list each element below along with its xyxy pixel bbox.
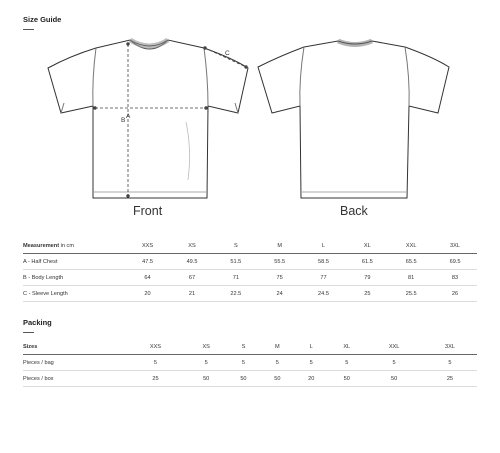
cell: 24.5 — [318, 290, 329, 297]
cell: 50 — [240, 375, 247, 382]
cell: 83 — [451, 274, 459, 281]
cell: 50 — [274, 375, 281, 382]
cell: 25 — [364, 290, 371, 297]
size-header: XXL — [405, 242, 417, 249]
measurement-table — [23, 238, 477, 302]
cell: 50 — [203, 375, 210, 382]
size-header: XS — [188, 242, 196, 249]
packing-title: Packing — [23, 318, 52, 327]
packing-header-row — [23, 339, 477, 355]
cell: 22.5 — [230, 290, 242, 297]
size-header: XS — [202, 343, 210, 350]
dim-label-c: C — [225, 50, 230, 57]
size-guide-title: Size Guide — [23, 15, 62, 24]
cell: 81 — [408, 274, 415, 281]
size-header: XXL — [388, 343, 400, 350]
cell: 75 — [276, 274, 283, 281]
size-header: S — [241, 343, 246, 350]
size-header: L — [309, 343, 313, 350]
dim-label-a: A — [126, 113, 131, 120]
row-label: C - Sleeve Length — [23, 290, 68, 297]
cell: 5 — [448, 359, 452, 366]
cell: 20 — [144, 290, 151, 297]
row-label: Pieces / box — [23, 375, 54, 382]
size-header: XXS — [141, 242, 154, 249]
size-header: M — [274, 343, 280, 350]
cell: 47.5 — [142, 258, 153, 265]
cell: 49.5 — [186, 258, 198, 265]
table-row — [23, 355, 477, 371]
cell: 50 — [390, 375, 398, 382]
back-tshirt — [258, 41, 449, 198]
cell: 5 — [241, 359, 245, 366]
front-tshirt — [48, 40, 248, 198]
packing-underline — [23, 332, 34, 333]
dim-label-b: B — [121, 117, 126, 124]
cell: 64 — [144, 274, 151, 281]
cell: 58.5 — [318, 258, 329, 265]
cell: 25 — [446, 375, 454, 382]
size-header: 3XL — [444, 343, 455, 350]
cell: 77 — [320, 274, 327, 281]
table-row — [23, 270, 477, 286]
cell: 79 — [364, 274, 371, 281]
cell: 55.5 — [274, 258, 286, 265]
front-label: Front — [133, 204, 163, 218]
cell: 51.5 — [230, 258, 242, 265]
cell: 71 — [232, 274, 239, 281]
table-row — [23, 286, 477, 302]
table-row — [23, 371, 477, 387]
row-label: A - Half Chest — [23, 258, 58, 265]
size-header: XL — [343, 343, 351, 350]
row-label: B - Body Length — [23, 274, 64, 281]
cell: 5 — [275, 359, 279, 366]
size-header: XXS — [149, 343, 162, 350]
measurement-header: Measurement in cm — [23, 242, 74, 249]
back-label: Back — [340, 204, 368, 218]
row-label: Pieces / bag — [23, 359, 54, 366]
size-header: L — [321, 242, 326, 249]
cell: 25.5 — [405, 290, 417, 297]
size-header: 3XL — [450, 242, 460, 249]
cell: 5 — [309, 359, 313, 366]
table-row — [23, 254, 477, 270]
cell: 5 — [345, 359, 349, 366]
cell: 20 — [308, 375, 315, 382]
measurement-header-row — [23, 238, 477, 254]
size-header: S — [233, 242, 238, 249]
cell: 69.5 — [449, 258, 461, 265]
cell: 5 — [153, 359, 157, 366]
cell: 50 — [343, 375, 350, 382]
cell: 61.5 — [361, 258, 373, 265]
cell: 67 — [188, 274, 196, 281]
cell: 25 — [152, 375, 159, 382]
cell: 5 — [204, 359, 208, 366]
cell: 26 — [451, 290, 459, 297]
size-header: XL — [363, 242, 371, 249]
size-header: M — [277, 242, 282, 249]
cell: 24 — [276, 290, 283, 297]
packing-table — [23, 339, 477, 387]
sizes-header: Sizes — [23, 343, 38, 350]
cell: 21 — [188, 290, 196, 297]
cell: 5 — [392, 359, 396, 366]
cell: 65.5 — [405, 258, 417, 265]
